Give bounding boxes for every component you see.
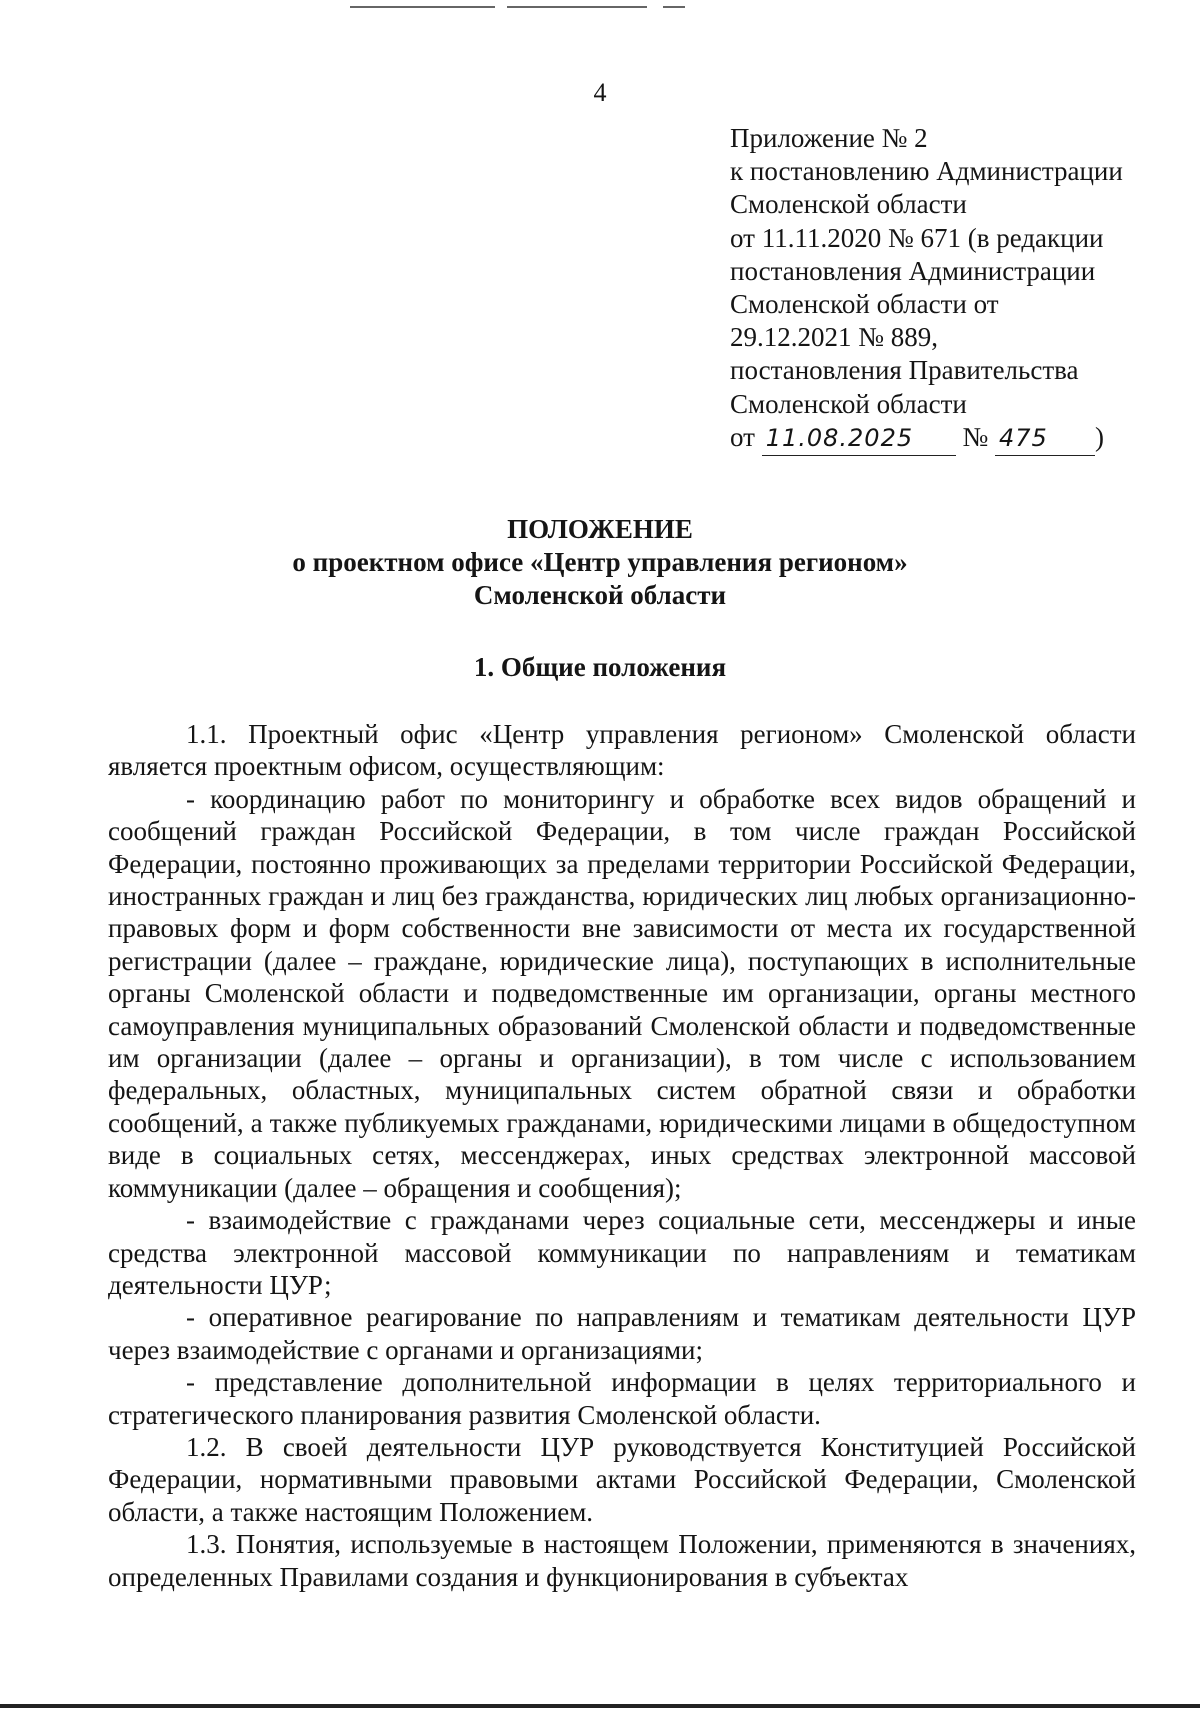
- paragraph: 1.3. Понятия, используемые в настоящем Положении, применяются в значениях, определенных Правилами создания и функционирования в субъектах: [108, 1529, 1136, 1592]
- paragraph: 1.1. Проектный офис «Центр управления регионом» Смоленской области является проектным офисом, осуществляющим:: [108, 719, 1136, 782]
- signed-prefix: от: [730, 421, 755, 452]
- title-line: о проектном офисе «Центр управления регионом»: [292, 547, 908, 577]
- appendix-line: Смоленской области: [730, 189, 967, 220]
- appendix-block: [730, 122, 1170, 456]
- scan-artifact-rule: [507, 6, 647, 8]
- number-sign: №: [962, 421, 989, 452]
- handwritten-date: 11.08.2025: [762, 422, 956, 456]
- paragraph: - координацию работ по мониторингу и обработке всех видов обращений и сообщений граждан Российской Федерации, в том числе граждан Российской Федерации, постоянно проживающих за пределами территории Российской Федерации, иностранных граждан и лиц без гражданства, юридических лиц любых организационно-правовых форм и форм собственности вне зависимости от места их государственной регистрации (далее – граждане, юридические лица), поступающих в исполнительные органы Смоленской области и подведомственные им организации, органы местного самоуправления муниципальных образований Смоленской области и подведомственные им организации (далее – органы и организации), в том числе с использованием федеральных, областных, муниципальных систем обратной связи и обработки сообщений, а также публикуемых гражданами, юридическими лицами в общедоступном виде в социальных сетях, мессенджерах, иных средствах электронной массовой коммуникации (далее – обращения и сообщения);: [108, 783, 1136, 1203]
- appendix-line: от 11.11.2020 № 671 (в редакции: [730, 222, 1104, 253]
- paragraph: - оперативное реагирование по направлениям и тематикам деятельности ЦУР через взаимодействие с органами и организациями;: [108, 1302, 1136, 1365]
- appendix-line: Приложение № 2: [730, 123, 928, 153]
- paragraph: 1.2. В своей деятельности ЦУР руководствуется Конституцией Российской Федерации, нормативными правовыми актами Российской Федерации, Смоленской области, а также настоящим Положением.: [108, 1431, 1136, 1527]
- appendix-line: Смоленской области: [730, 388, 967, 419]
- appendix-line: постановления Правительства: [730, 355, 1079, 386]
- scan-artifact-rule: [350, 6, 495, 8]
- appendix-line: постановления Администрации: [730, 255, 1096, 286]
- page-bottom-edge: [0, 1704, 1200, 1708]
- appendix-line: к постановлению Администрации: [730, 156, 1123, 187]
- page-number: 4: [593, 78, 607, 107]
- appendix-line: 29.12.2021 № 889,: [730, 322, 939, 353]
- body-text: [108, 718, 1136, 1593]
- title-line: Смоленской области: [473, 580, 727, 610]
- title-line: ПОЛОЖЕНИЕ: [507, 514, 693, 544]
- document-title: [0, 513, 1200, 612]
- handwritten-number: 475: [995, 422, 1095, 456]
- signed-date-line: [730, 421, 1170, 456]
- paragraph: - представление дополнительной информации в целях территориального и стратегического планирования развития Смоленской области.: [108, 1367, 1136, 1430]
- section-heading: 1. Общие положения: [473, 652, 727, 682]
- appendix-line: Смоленской области от: [730, 289, 999, 320]
- scan-artifact-rule: [663, 6, 685, 8]
- closing-paren: ): [1094, 421, 1104, 452]
- paragraph: - взаимодействие с гражданами через социальные сети, мессенджеры и иные средства электронной массовой коммуникации по направлениям и тематикам деятельности ЦУР;: [108, 1205, 1136, 1300]
